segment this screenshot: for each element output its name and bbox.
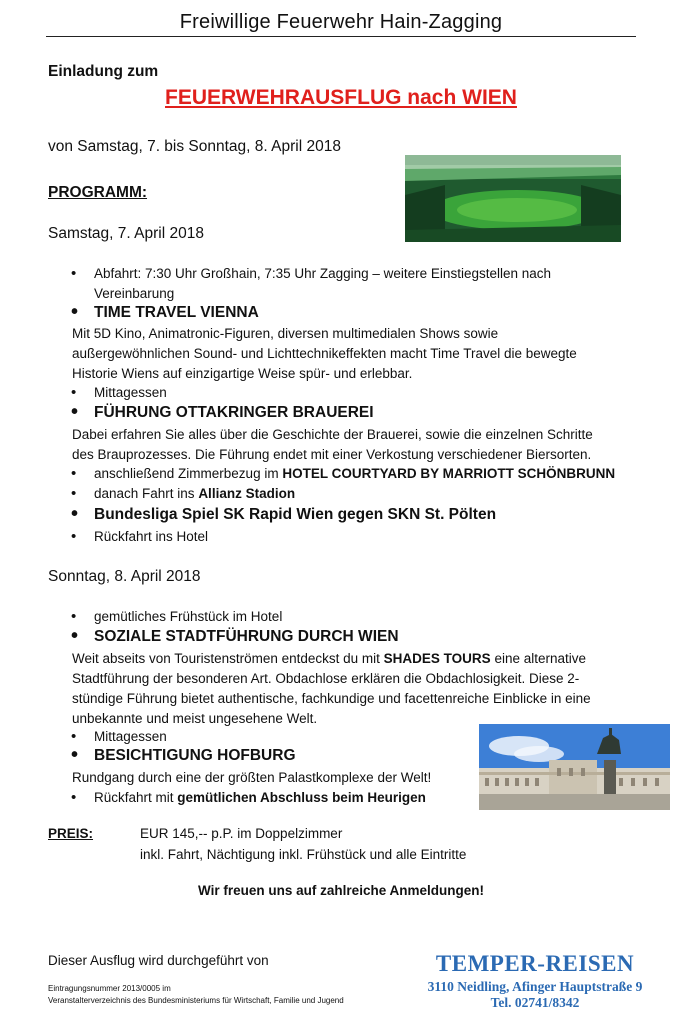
paragraph-line: Dabei erfahren Sie alles über die Geschichte der Brauerei, sowie die einzelnen Schritte (72, 427, 593, 442)
price-line-1: EUR 145,-- p.P. im Doppelzimmer (140, 826, 343, 841)
list-item (72, 464, 615, 484)
paragraph-line: Stadtführung der besonderen Art. Obdachlose erklären die Obdachlosigkeit. Diese 2- (72, 671, 580, 686)
paragraph-line (72, 649, 620, 669)
page-header: Freiwillige Feuerwehr Hain-Zagging (46, 8, 636, 37)
event-title: FEUERWEHRAUSFLUG nach WIEN (165, 86, 517, 109)
shades-tours-name: SHADES TOURS (383, 651, 491, 666)
closing-message: Wir freuen uns auf zahlreiche Anmeldungen! (198, 883, 484, 898)
invitation-label: Einladung zum (48, 63, 159, 80)
day2-title: Sonntag, 8. April 2018 (48, 568, 201, 585)
paragraph-line: Historie Wiens auf einzigartige Weise spür- und erlebbar. (72, 366, 413, 381)
registration-line-2: Veranstalterverzeichnis des Bundesministeriums für Wirtschaft, Familie und Jugend (48, 996, 344, 1005)
list-item (72, 264, 551, 304)
organizer-intro: Dieser Ausflug wird durchgeführt von (48, 953, 269, 968)
hofburg-photo (479, 724, 670, 810)
lunch-text: • Mittagessen (94, 385, 167, 400)
company-logo: TEMPER-REISEN (435, 951, 635, 976)
return-bold: gemütlichen Abschluss beim Heurigen (177, 790, 426, 805)
departure-text: • Abfahrt: 7:30 Uhr Großhain, 7:35 Uhr Zagging – weitere Einstiegstellen nach (94, 266, 552, 281)
price-label: PREIS: (48, 826, 94, 841)
brewery-heading: • FÜHRUNG OTTAKRINGER BRAUEREI (94, 404, 374, 421)
list-item (72, 788, 426, 808)
hotel-prefix: anschließend Zimmerbezug im (94, 466, 283, 481)
day1-title: Samstag, 7. April 2018 (48, 225, 204, 242)
breakfast-text: • gemütliches Frühstück im Hotel (94, 609, 283, 624)
stadium-photo (405, 155, 621, 242)
company-address: 3110 Neidling, Afinger Hauptstraße 9 (427, 979, 643, 994)
return-text: • Rückfahrt ins Hotel (94, 529, 209, 544)
list-item (72, 505, 496, 525)
program-heading: PROGRAMM: (48, 184, 148, 201)
list-item (72, 746, 296, 766)
price-line-2: inkl. Fahrt, Nächtigung inkl. Frühstück und alle Eintritte (140, 847, 467, 862)
departure-text-cont: Vereinbarung (94, 286, 175, 301)
company-phone: Tel. 02741/8342 (490, 995, 580, 1010)
hofburg-heading: • BESICHTIGUNG HOFBURG (94, 747, 296, 764)
return-prefix: Rückfahrt mit (94, 790, 178, 805)
list-item (72, 484, 295, 504)
list-item (72, 403, 374, 423)
company-address-block (410, 979, 660, 1011)
paragraph-line: Mit 5D Kino, Animatronic-Figuren, diversen multimedialen Shows sowie (72, 326, 499, 341)
paragraph-line: außergewöhnlichen Sound- und Lichttechnikeffekten macht Time Travel die bewegte (72, 346, 577, 361)
paragraph-line: unbekannte und meist ungesehene Welt. (72, 711, 318, 726)
paragraph-line: des Brauprozesses. Die Führung endet mit einer Verkostung verschiedener Biersorten. (72, 447, 592, 462)
list-item (72, 607, 282, 627)
time-travel-heading: • TIME TRAVEL VIENNA (94, 304, 259, 321)
text-span: eine alternative (490, 651, 586, 666)
stadium-prefix: danach Fahrt ins (94, 486, 199, 501)
stadium-name: Allianz Stadion (198, 486, 296, 501)
list-item (72, 383, 167, 403)
match-heading: • Bundesliga Spiel SK Rapid Wien gegen SKN St. Pölten (94, 506, 497, 523)
social-tour-description (72, 649, 620, 729)
text-span: Weit abseits von Touristenströmen entdeckst du mit (72, 651, 384, 666)
lunch-text: • Mittagessen (94, 729, 167, 744)
list-item (72, 627, 399, 647)
social-tour-heading: • SOZIALE STADTFÜHRUNG DURCH WIEN (94, 628, 399, 645)
time-travel-description (72, 324, 620, 384)
registration-line-1: Eintragungsnummer 2013/0005 im (48, 984, 171, 993)
paragraph-line: stündige Führung bietet authentische, fachkundige und facettenreiche Einblicke in eine (72, 691, 591, 706)
list-item (72, 527, 208, 547)
list-item (72, 727, 167, 747)
brewery-description (72, 425, 620, 465)
hotel-name: HOTEL COURTYARD BY MARRIOTT SCHÖNBRUNN (282, 466, 616, 481)
event-dates: von Samstag, 7. bis Sonntag, 8. April 2018 (48, 138, 341, 155)
hofburg-description: Rundgang durch eine der größten Palastkomplexe der Welt! (72, 770, 432, 785)
list-item (72, 303, 259, 323)
